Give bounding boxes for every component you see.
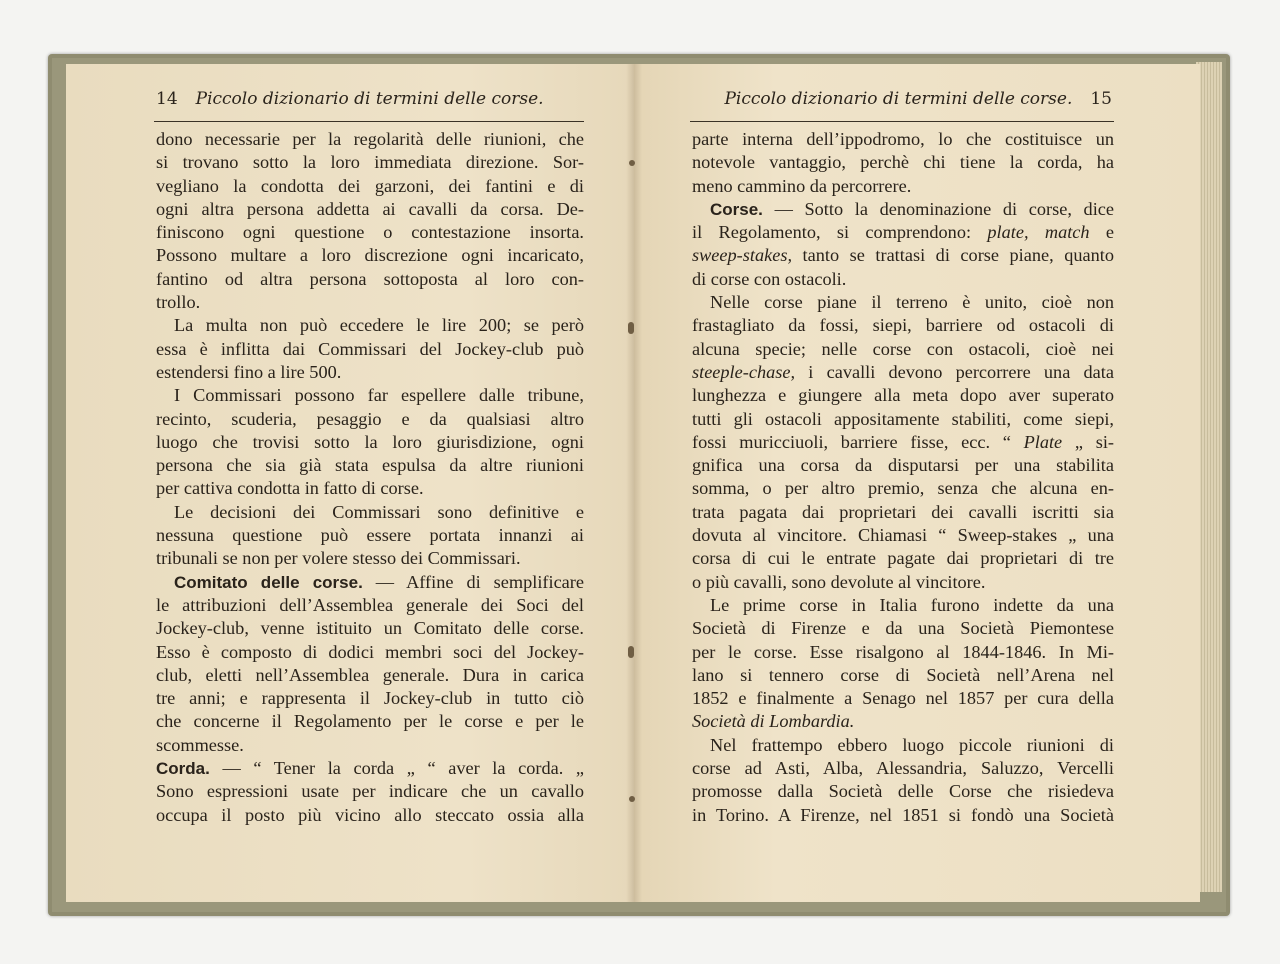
text-line [692,454,1114,477]
book-gutter [626,64,642,902]
text-run: Possono multare a loro discrezione ogni incaricato, [156,245,584,266]
italic-text: Società di Lombardia. [692,711,855,732]
text-line [692,221,1114,244]
text-run: recinto, scuderia, pesaggio e da qualsiasi altro [156,408,584,429]
binding-stitch [629,160,635,166]
text-run: fantino od altra persona sottoposta al loro con- [156,268,584,289]
text-line [692,151,1114,174]
text-run: il Regolamento, si comprendono: [692,222,988,243]
text-line [692,268,1114,291]
text-line [692,477,1114,500]
text-run: i cavalli devono percorrere una data [795,361,1114,382]
dictionary-term: Corda. [156,759,210,779]
italic-text: steeple-chase, [692,361,796,382]
text-run: essa è inflitta dai Commissari del Jockey-club può [156,338,584,359]
left-page-header [156,86,544,112]
dictionary-term: Corse. [710,199,763,219]
text-run: trollo. [156,292,201,313]
left-page-number: 14 [156,89,178,109]
text-run: club, eletti nell’Assemblea generale. Dura in carica [156,664,584,685]
text-run: in Torino. A Firenze, nel 1851 si fondò una Società [692,804,1114,825]
text-run: persona che sia già stata espulsa da altre riunioni [156,455,584,476]
text-run: trata pagata dai proprietari dei cavalli iscritti sia [692,501,1114,522]
text-run: scommesse. [156,734,244,755]
text-line [692,431,1114,454]
text-run: lunghezza e giungere alla meta dopo aver superato [692,385,1114,406]
left-header-rule [154,121,584,122]
text-run: di corse con ostacoli. [692,268,847,289]
text-run: tutti gli ostacoli appositamente stabiliti, come siepi, [692,408,1114,429]
text-run: per le corse. Esse risalgono al 1844-1846. In Mi- [692,641,1114,662]
text-line [156,431,584,454]
text-line [692,408,1114,431]
text-run: La multa non può eccedere le lire 200; se però [174,315,584,336]
text-line [156,384,584,407]
text-run: tribunali se non per volere stesso dei Commissari. [156,548,521,569]
text-run: luogo che trovisi sotto la loro giurisdizione, ogni [156,431,584,452]
italic-text: plate, match [987,222,1090,243]
text-run: parte interna dell’ippodromo, lo che costituisce un [692,129,1114,149]
text-run: e [1089,222,1115,243]
text-run: meno cammino da percorrere. [692,175,912,196]
text-run: somma, o per altro premio, senza che alcuna en- [692,478,1114,499]
text-line [156,594,584,617]
text-line [692,175,1114,198]
text-line [156,338,584,361]
text-line [156,501,584,524]
text-line [692,804,1114,827]
text-line [156,687,584,710]
right-page-body [692,128,1114,827]
text-run: che concerne il Regolamento per le corse e per le [156,711,584,732]
text-run: vegliano la condotta dei garzoni, dei fantini e di [156,175,584,196]
text-run: — “ Tener la corda „ “ aver la corda. „ [209,758,584,779]
text-line [692,291,1114,314]
text-run: promosse dalla Società delle Corse che risiedeva [692,781,1114,802]
text-line [692,501,1114,524]
text-run: lano si tennero corse di Società nell’Arena nel [692,664,1114,685]
text-line [156,477,584,500]
text-line [156,524,584,547]
text-line [156,244,584,267]
text-line [156,641,584,664]
text-line [692,571,1114,594]
italic-text: sweep-stakes, [692,245,793,266]
text-line [692,617,1114,640]
text-run: Società di Firenze e da una Società Piemontese [692,618,1114,639]
text-line [156,291,584,314]
right-page-number: 15 [1090,89,1112,109]
right-page [634,64,1200,902]
text-line [692,641,1114,664]
text-run: corse ad Asti, Alba, Alessandria, Saluzzo, Vercelli [692,758,1114,779]
text-run: occupa il posto più vicino allo steccato ossia alla [156,804,584,825]
text-line [156,268,584,291]
text-run: nessuna questione può essere portata innanzi ai [156,525,584,546]
text-run: Le prime corse in Italia furono indette da una [710,594,1114,615]
text-line [156,617,584,640]
binding-stitch [628,322,634,334]
text-run: per cattiva condotta in fatto di corse. [156,478,424,499]
text-line [156,710,584,733]
text-line [692,338,1114,361]
text-run: Nel frattempo ebbero luogo piccole riunioni di [710,734,1114,755]
text-line [156,804,584,827]
text-line [156,128,584,151]
text-run: o più cavalli, sono devolute al vincitore. [692,571,986,592]
left-page [66,64,634,902]
binding-stitch [628,646,634,658]
right-header-rule [690,121,1114,122]
text-run: le attribuzioni dell’Assemblea generale dei Soci del [156,594,584,615]
text-line [156,198,584,221]
text-line [692,594,1114,617]
text-run: — Sotto la denominazione di corse, dice [762,198,1114,219]
text-line [692,244,1114,267]
text-line [692,524,1114,547]
text-line [692,757,1114,780]
text-line [156,314,584,337]
text-line [692,547,1114,570]
text-line [156,175,584,198]
text-line [156,361,584,384]
text-run: finiscono ogni questione o contestazione insorta. [156,222,584,243]
text-line [692,361,1114,384]
text-run: „ si- [1062,431,1114,452]
text-run: fossi muricciuoli, barriere fisse, ecc. “ [692,431,1024,452]
text-run: dovuta al vincitore. Chiamasi “ Sweep-stakes „ una [692,525,1114,546]
text-run: Sono espressioni usate per indicare che un cavallo [156,781,584,802]
left-running-title: Piccolo dizionario di termini delle corse. [195,89,544,109]
text-run: Nelle corse piane il terreno è unito, cioè non [710,292,1114,313]
text-run: Jockey-club, venne istituito un Comitato delle corse. [156,618,584,639]
text-run: Le decisioni dei Commissari sono definitive e [174,501,584,522]
text-run: estendersi fino a lire 500. [156,361,342,382]
italic-text: Plate [1023,431,1063,452]
right-running-title: Piccolo dizionario di termini delle corse. [724,89,1073,109]
text-run: corsa di cui le entrate pagate dai proprietari di tre [692,548,1114,569]
text-line [156,454,584,477]
text-line [156,757,584,780]
text-line [156,547,584,570]
text-run: Esso è composto di dodici membri soci del Jockey- [156,641,584,662]
right-page-header [718,86,1112,112]
text-run: tanto se trattasi di corse piane, quanto [792,245,1114,266]
text-line [692,664,1114,687]
text-run: gnifica una corsa da disputarsi per una stabilita [692,455,1114,476]
text-run: ogni altra persona addetta ai cavalli da corsa. De- [156,198,584,219]
dictionary-term: Comitato delle corse. [174,572,363,592]
left-page-body [156,128,584,827]
text-run: tre anni; e rappresenta il Jockey-club in tutto ciò [156,688,584,709]
text-line [692,128,1114,151]
text-run: notevole vantaggio, perchè chi tiene la corda, ha [692,152,1114,173]
text-run: frastagliato da fossi, siepi, barriere od ostacoli di [692,315,1114,336]
text-run: alcuna specie; nelle corse con ostacoli, cioè nei [692,338,1114,359]
text-line [692,780,1114,803]
text-line [156,221,584,244]
text-run: I Commissari possono far espellere dalle tribune, [174,385,584,406]
text-line [692,687,1114,710]
text-line [156,151,584,174]
text-run: 1852 e finalmente a Senago nel 1857 per cura della [692,688,1114,709]
text-run: dono necessarie per la regolarità delle riunioni, che [156,129,584,149]
text-line [692,314,1114,337]
text-line [156,571,584,594]
text-line [156,734,584,757]
binding-stitch [629,796,635,802]
text-line [156,408,584,431]
text-run: — Affine di semplificare [362,571,585,592]
text-line [156,780,584,803]
text-line [692,384,1114,407]
text-line [156,664,584,687]
text-line [692,710,1114,733]
text-line [692,734,1114,757]
text-run: si trovano sotto la loro immediata direzione. Sor- [156,152,584,173]
text-line [692,198,1114,221]
